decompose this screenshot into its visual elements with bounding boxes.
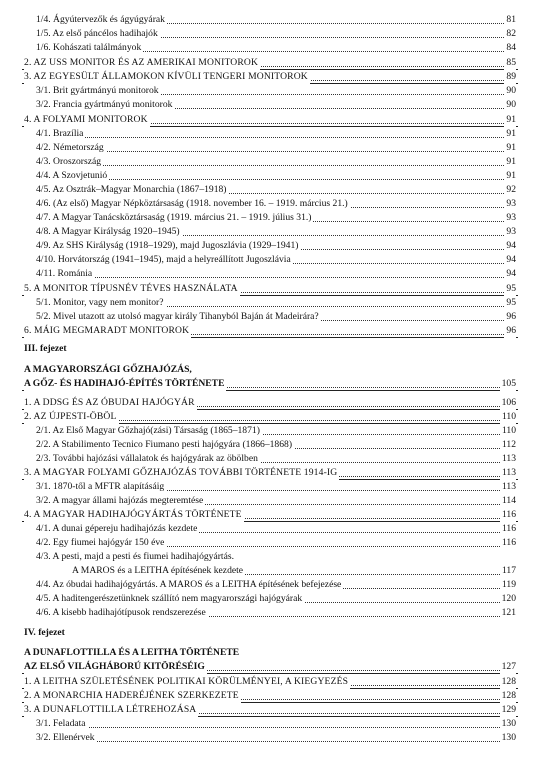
dot-leader: [38, 137, 512, 138]
toc-entry-title: 3. A MAGYAR FOLYAMI GŐZHAJÓZÁS TOVÁBBI TÖRTÉNETE 1914-IG: [24, 467, 338, 478]
toc-subsection: [0, 27, 546, 41]
toc-entry-title: A DUNAFLOTTILLA ÉS A LEITHA TÖRTÉNETE: [24, 647, 240, 658]
toc-page-number: 130: [501, 732, 516, 743]
toc-page-number: 113: [501, 453, 516, 464]
toc-subsection: [0, 452, 546, 466]
toc-entry-title: 4/7. A Magyar Tanácsköztársaság (1919. március 21. – 1919. július 31.): [36, 212, 312, 223]
toc-entry-title: 4. A MAGYAR HADIHAJÓGYÁRTÁS TÖRTÉNETE: [24, 509, 242, 520]
toc-subsection: [0, 494, 546, 508]
toc-page-number: 110: [501, 425, 516, 436]
toc-subsection: [0, 606, 546, 620]
toc-entry-title: A MAROS és a LEITHA építésének kezdete: [72, 565, 244, 576]
toc-section: [0, 396, 546, 410]
toc-entry-title: 5. A MONITOR TÍPUSNÉV TÉVES HASZNÁLATA: [24, 283, 238, 294]
toc-page-number: 90: [506, 85, 516, 96]
toc-page-number: 96: [506, 311, 516, 322]
toc-entry-title: 1/6. Kohászati találmányok: [36, 42, 142, 53]
toc-entry-title: 6. MÁIG MEGMARADT MONITOROK: [24, 325, 190, 336]
toc-page-number: 96: [506, 325, 516, 336]
toc-page-number: 93: [506, 212, 516, 223]
toc-page-number: 82: [506, 28, 516, 39]
chapter-title: [0, 363, 546, 377]
toc-entry-title: 3/1. Brit gyártmányú monitorok: [36, 85, 159, 96]
toc-section: [0, 703, 546, 717]
toc-page-number: 119: [501, 579, 516, 590]
toc-page-number: 94: [506, 240, 516, 251]
toc-subsection: [0, 310, 546, 324]
toc-page-number: 116: [501, 523, 516, 534]
toc-subsection: [0, 141, 546, 155]
toc-section: [0, 113, 546, 127]
toc-page-number: 91: [506, 156, 516, 167]
toc-entry-title: 4/5. A haditengerészetünknek szállító nem magyarországi hajógyárak: [36, 593, 303, 604]
toc-entry-title: AZ ELSŐ VILÁGHÁBORÚ KITÖRÉSÉIG: [24, 661, 205, 672]
toc-subsection: [0, 253, 546, 267]
toc-entry-title: 4/2. Németország: [36, 142, 104, 153]
toc-subsection: [0, 438, 546, 452]
toc-page-number: 117: [501, 565, 516, 576]
toc-subsection: [0, 592, 546, 606]
toc-entry-title: 3/1. Feladata: [36, 718, 86, 729]
dot-leader: [38, 165, 512, 166]
toc-entry-title: 4/11. Románia: [36, 268, 93, 279]
toc-page-number: 113: [501, 481, 516, 492]
toc-entry-title: A MAGYARORSZÁGI GŐZHAJÓZÁS,: [24, 364, 192, 375]
toc-page-number: 94: [506, 254, 516, 265]
toc-entry-title: 3/1. 1870-től a MFTR alapításáig: [36, 481, 165, 492]
toc-entry-title: 4/5. Az Osztrák–Magyar Monarchia (1867–1918): [36, 184, 227, 195]
chapter-label: [0, 342, 546, 356]
toc-subsection: [0, 197, 546, 211]
toc-subsection: [0, 211, 546, 225]
toc-page-number: 106: [501, 397, 516, 408]
toc-page-number: 110: [501, 411, 516, 422]
toc-page-number: 120: [501, 593, 516, 604]
toc-section: [0, 324, 546, 338]
toc-subsection: [0, 169, 546, 183]
toc-subsection: [0, 239, 546, 253]
toc-section: [0, 466, 546, 480]
toc-page-number: 85: [506, 57, 516, 68]
toc-page-number: 90: [506, 99, 516, 110]
toc-entry-title: 1/4. Ágyútervezők és ágyúgyárak: [36, 14, 165, 25]
toc-page-number: 113: [501, 467, 516, 478]
toc-subsection: [0, 296, 546, 310]
toc-entry-title: 1/5. Az első páncélos hadihajók: [36, 28, 158, 39]
toc-entry-title: 4/3. A pesti, majd a pesti és fiumei hadihajógyártás.: [36, 551, 234, 562]
dot-leader: [38, 151, 512, 152]
toc-entry-title: 3. A DUNAFLOTTILLA LÉTREHOZÁSA: [24, 704, 197, 715]
toc-entry-title: 4/6. A kisebb hadihajótípusok rendszerezése: [36, 607, 206, 618]
toc-entry-title: 4/10. Horvátország (1941–1945), majd a helyreállított Jugoszlávia: [36, 254, 291, 265]
toc-subsection: [0, 225, 546, 239]
toc-page-number: 89: [506, 71, 516, 82]
toc-entry-title: 4/6. (Az első) Magyar Népköztársaság (1918. november 16. – 1919. március 21.): [36, 198, 348, 209]
toc-entry-title: 2/2. A Stabilimento Tecnico Fiumano pesti hajógyára (1866–1868): [36, 439, 293, 450]
toc-section: [0, 70, 546, 84]
chapter-title: [0, 377, 546, 391]
toc-entry-title: 4. A FOLYAMI MONITOROK: [24, 114, 148, 125]
toc-entry-title: 3/2. Francia gyártmányú monitorok: [36, 99, 173, 110]
toc-page-number: 95: [506, 283, 516, 294]
toc-entry-title: IV. fejezet: [24, 627, 65, 638]
toc-entry-title: 3/2. Ellenérvek: [36, 732, 95, 743]
toc-page-number: 128: [501, 676, 516, 687]
toc-entry-title: 4/4. A Szovjetunió: [36, 170, 108, 181]
toc-page-number: 91: [506, 114, 516, 125]
toc-subsection: [0, 536, 546, 550]
toc-subsection-continued: [0, 564, 546, 578]
toc-page-number: 130: [501, 718, 516, 729]
toc-subsection: [0, 183, 546, 197]
toc-entry-title: 4/9. Az SHS Királyság (1918–1929), majd Jugoszlávia (1929–1941): [36, 240, 299, 251]
toc-entry-title: 3. AZ EGYESÜLT ÁLLAMOKON KÍVÜLI TENGERI MONITOROK: [24, 71, 308, 82]
toc-section: [0, 56, 546, 70]
toc-page-number: 91: [506, 170, 516, 181]
toc-page-number: 81: [506, 14, 516, 25]
toc-section: [0, 675, 546, 689]
dot-leader: [38, 727, 512, 728]
toc-entry-title: 2. AZ USS MONITOR ÉS AZ AMERIKAI MONITOROK: [24, 57, 259, 68]
toc-page-number: 116: [501, 537, 516, 548]
toc-subsection: [0, 522, 546, 536]
toc-entry-title: 4/2. Egy fiumei hajógyár 150 éve: [36, 537, 165, 548]
toc-page-number: 116: [501, 509, 516, 520]
toc-entry-title: III. fejezet: [24, 343, 67, 354]
toc-subsection: [0, 13, 546, 27]
chapter-title: [0, 646, 546, 660]
toc-entry-title: 2. A MONARCHIA HADERÉJÉNEK SZERKEZETE: [24, 690, 239, 701]
toc-entry-title: 5/1. Monitor, vagy nem monitor?: [36, 297, 164, 308]
toc-subsection: [0, 155, 546, 169]
toc-page-number: 127: [501, 661, 516, 672]
toc-subsection: [0, 717, 546, 731]
toc-section: [0, 508, 546, 522]
toc-page-number: 93: [506, 198, 516, 209]
toc-entry-title: 4/8. A Magyar Királyság 1920–1945): [36, 226, 180, 237]
toc-page-number: 84: [506, 42, 516, 53]
toc-page-number: 121: [501, 607, 516, 618]
toc-section: [0, 689, 546, 703]
toc-page-number: 91: [506, 128, 516, 139]
toc-page-number: 91: [506, 142, 516, 153]
toc-page-number: 93: [506, 226, 516, 237]
toc-entry-title: 1. A DDSG ÉS AZ ÓBUDAI HAJÓGYÁR: [24, 397, 195, 408]
toc-entry-title: 1. A LEITHA SZÜLETÉSÉNEK POLITIKAI KÖRÜLMÉNYEI, A KIEGYEZÉS: [24, 676, 349, 687]
chapter-label: [0, 626, 546, 640]
toc-subsection: [0, 550, 546, 564]
toc-page-number: 114: [501, 495, 516, 506]
toc-page-number: 112: [501, 439, 516, 450]
toc-entry-title: 4/1. Brazília: [36, 128, 84, 139]
toc-page-number: 95: [506, 297, 516, 308]
toc-subsection: [0, 84, 546, 98]
toc-page-number: 94: [506, 268, 516, 279]
toc-entry-title: 2/3. További hajózási vállalatok és hajógyárak az öbölben: [36, 453, 258, 464]
toc-page-number: 129: [501, 704, 516, 715]
toc-subsection: [0, 480, 546, 494]
chapter-title: [0, 660, 546, 674]
toc-subsection: [0, 424, 546, 438]
toc-entry-title: 4/1. A dunai gépereju hadihajózás kezdete: [36, 523, 198, 534]
toc-page-number: 128: [501, 690, 516, 701]
toc-subsection: [0, 267, 546, 281]
toc-entry-title: 4/3. Oroszország: [36, 156, 102, 167]
toc-entry-title: 3/2. A magyar állami hajózás megteremtése: [36, 495, 204, 506]
toc-subsection: [0, 41, 546, 55]
toc-entry-title: 4/4. Az óbudai hadihajógyártás. A MAROS és a LEITHA építésének befejezése: [36, 579, 342, 590]
toc-page-number: 105: [501, 378, 516, 389]
toc-subsection: [0, 578, 546, 592]
toc-entry-title: 2. AZ ÚJPESTI-ÖBÖL: [24, 411, 117, 422]
toc-page-number: 92: [506, 184, 516, 195]
toc-subsection: [0, 127, 546, 141]
toc-subsection: [0, 731, 546, 745]
toc-section: [0, 410, 546, 424]
toc-subsection: [0, 98, 546, 112]
toc-entry-title: 2/1. Az Első Magyar Gőzhajó(zási) Társaság (1865–1871): [36, 425, 260, 436]
dot-leader: [38, 741, 512, 742]
dot-leader: [38, 277, 512, 278]
toc-entry-title: 5/2. Mivel utazott az utolsó magyar király Tihanyból Baján át Madeirára?: [36, 311, 319, 322]
toc-section: [0, 282, 546, 296]
toc-entry-title: A GŐZ- ÉS HADIHAJÓ-ÉPÍTÉS TÖRTÉNETE: [24, 378, 225, 389]
